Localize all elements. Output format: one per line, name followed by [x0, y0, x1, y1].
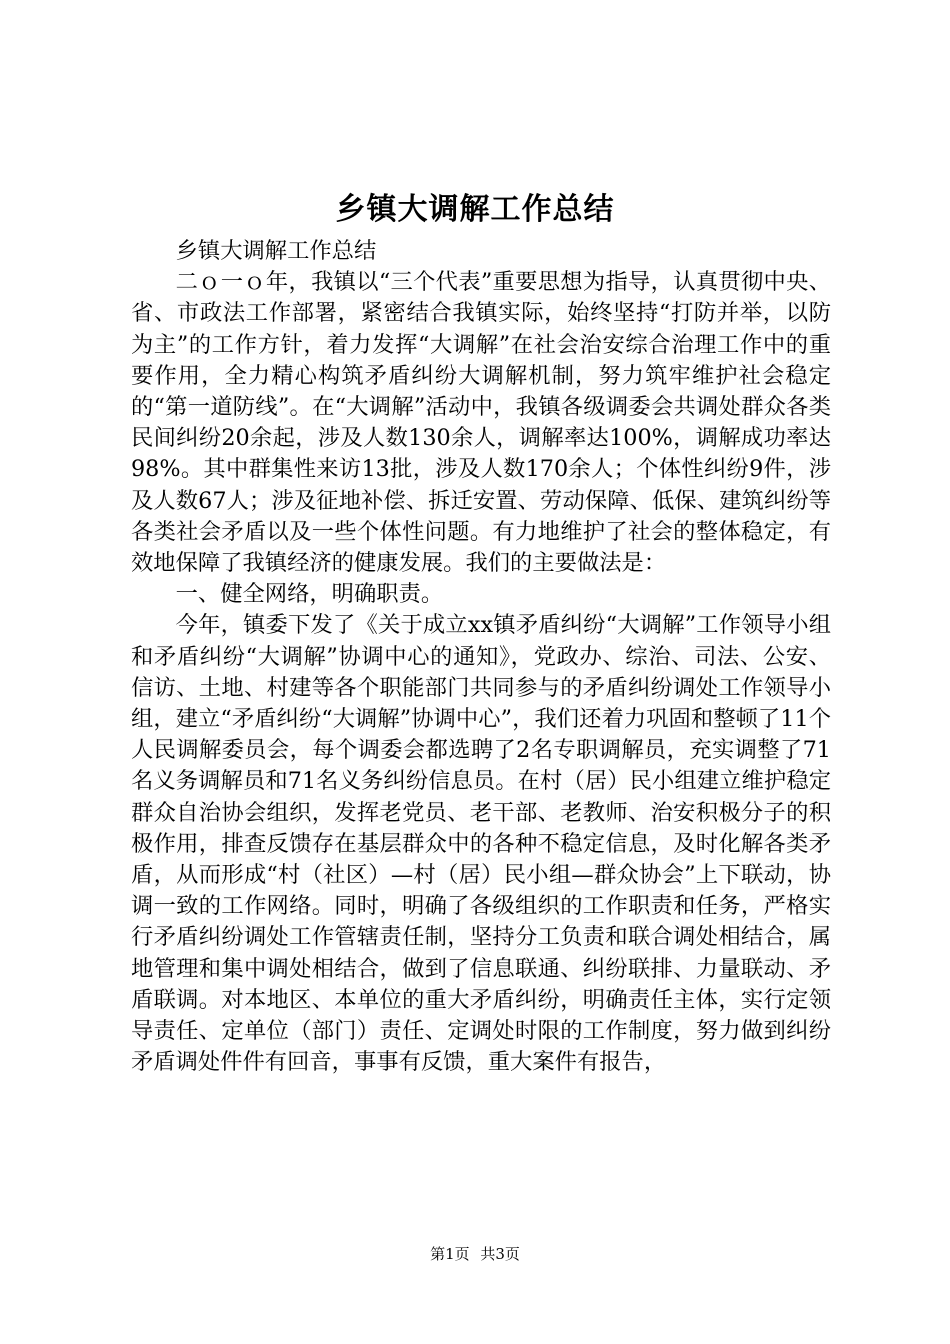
paragraph-subtitle: 乡镇大调解工作总结	[175, 238, 377, 264]
document-body	[131, 236, 831, 1078]
section-heading-1: 一、健全网络，明确职责。	[175, 581, 444, 608]
document-title: 乡镇大调解工作总结	[335, 192, 615, 227]
page-footer	[0, 1244, 950, 1264]
paragraph-section-1: 今年，镇委下发了《关于成立xx镇矛盾纠纷“大调解”工作领导小组和矛盾纠纷“大调解”协调中心的通知》，党政办、综治、司法、公安、信访、土地、村建等各个职能部门共同参与的矛盾纠纷调处工作领导小组，建立“矛盾纠纷“大调解”协调中心”，我们还着力巩固和整顿了11个人民调解委员会，每个调委会都选聘了2名专职调解员，充实调整了71名义务调解员和71名义务纠纷信息员。在村（居）民小组建立维护稳定群众自治协会组织，发挥老党员、老干部、老教师、治安积极分子的积极作用，排查反馈存在基层群众中的各种不稳定信息，及时化解各类矛盾，从而形成“村（社区）—村（居）民小组—群众协会”上下联动，协调一致的工作网络。同时，明确了各级组织的工作职责和任务，严格实行矛盾纠纷调处工作管辖责任制，坚持分工负责和联合调处相结合，属地管理和集中调处相结合，做到了信息联通、纠纷联排、力量联动、矛盾联调。对本地区、本单位的重大矛盾纠纷，明确责任主体，实行定领导责任、定单位（部门）责任、定调处时限的工作制度，努力做到纠纷矛盾调处件件有回音，事事有反馈，重大案件有报告，	[131, 612, 831, 1076]
page-total: 共3页	[480, 1245, 520, 1263]
page-number: 第1页	[430, 1245, 470, 1263]
paragraph-intro: 二ｏ一ｏ年，我镇以“三个代表”重要思想为指导，认真贯彻中央、省、市政法工作部署，紧密结合我镇实际，始终坚持“打防并举，以防为主”的工作方针，着力发挥“大调解”在社会治安综合治理工作中的重要作用，全力精心构筑矛盾纠纷大调解机制，努力筑牢维护社会稳定的“第一道防线”。在“大调解”活动中，我镇各级调委会共调处群众各类民间纠纷20余起，涉及人数130余人，调解率达100%，调解成功率达98%。其中群集性来访13批，涉及人数170余人；个体性纠纷9件，涉及人数67人；涉及征地补偿、拆迁安置、劳动保障、低保、建筑纠纷等各类社会矛盾以及一些个体性问题。有力地维护了社会的整体稳定，有效地保障了我镇经济的健康发展。我们的主要做法是：	[131, 269, 831, 577]
